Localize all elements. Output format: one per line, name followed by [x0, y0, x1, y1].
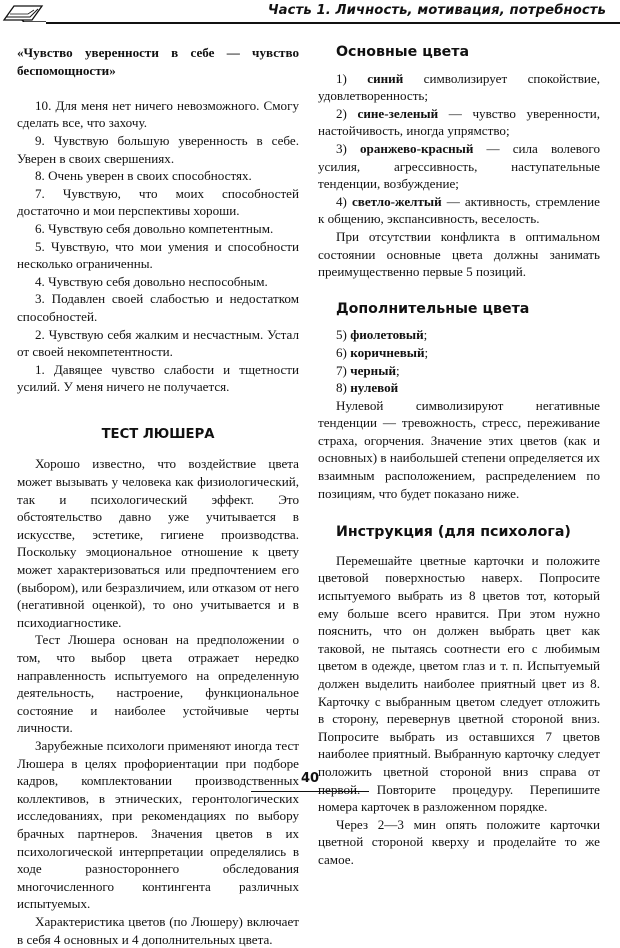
paragraph: Характеристика цветов (по Люшеру) включает в себя 4 основных и 4 дополнительных цвета. [17, 913, 299, 947]
paragraph: Хорошо известно, что воздействие цвета может вызывать у человека как физиологический, так и психологический эффект. Это обстоятельство давно уже учитывается в искусстве, эстетике, гигиене производства. Поскольку эмоциональное отношение к цвету может характеризоваться или предпочтением его (выбором), или безразличием, или отказом от него (негативной оценкой), то оно учитывается и в психодиагностике. [17, 456, 299, 630]
basic-colors-list [318, 70, 600, 228]
footer-rule [251, 791, 369, 792]
scale-item: 7. Чувствую, что моих способностей достаточно и мои перспективы хороши. [17, 185, 299, 219]
test-heading: ТЕСТ ЛЮШЕРА [101, 426, 215, 442]
scale-title: «Чувство уверенности в себе — чувство беспомощности» [17, 45, 299, 78]
header-rule [46, 22, 620, 24]
color-item: 4) светло-желтый — активность, стремление к общению, экспансивность, веселость. [318, 193, 600, 227]
scale-item: 6. Чувствую себя довольно компетентным. [35, 220, 274, 236]
basic-colors-heading: Основные цвета [336, 44, 470, 60]
basic-note: При отсутствии конфликта в оптимальном состоянии основные цвета должны занимать преимущественно первые 5 позиций. [318, 228, 600, 280]
scale-item: 9. Чувствую большую уверенность в себе. Уверен в своих свершениях. [17, 132, 299, 166]
scale-item: 10. Для меня нет ничего невозможного. Смогу сделать все, что захочу. [17, 97, 299, 131]
scale-item: 8. Очень уверен в своих способностях. [35, 168, 252, 184]
book-logo-icon [2, 0, 46, 22]
scale-items [17, 97, 299, 396]
instruction-heading: Инструкция (для психолога) [336, 524, 571, 541]
extra-colors-list [318, 326, 600, 396]
color-item: 2) сине-зеленый — чувство уверенности, настойчивость, иногда упрямство; [318, 105, 600, 139]
scale-item: 1. Давящее чувство слабости и тщетности усилий. У меня ничего не получается. [17, 361, 299, 395]
instruction-paragraph: Перемешайте цветные карточки и положите цветовой поверхностью наверх. Попросите испытуемого выбрать из 8 цветов тот, который ему больше всего нравится. При этом нужно пояснить, что он должен выбрать цвет как таковой, не пытаясь соотнести его с любимым цветом в одежде, цветом глаз и т. п. Испытуемый должен выделить наиболее приятный цвет из 8. Карточку с выбранным цветом следует отложить в сторону, перевернув цветной стороной вниз. Попросите выбрать из оставшихся 7 цветов наиболее приятный. Выбранную карточку следует положить цветной стороной вниз справа от первой. Повторите процедуру. Перепишите номера карточек в разложенном порядке. [318, 552, 600, 815]
extra-note: Нулевой символизируют негативные тенденции — тревожность, стресс, переживание страха, огорчения. Значение этих цветов (как и основных) в наибольшей степени определяется их взаимным расположением, распределением по позициям, что будет показано ниже. [318, 397, 600, 501]
paragraph: Тест Люшера основан на предположении о том, что выбор цвета отражает нередко направленность испытуемого на определенную деятельность, настроение, функциональное состояние и наиболее устойчивые черты личности. [17, 632, 299, 736]
right-column [318, 44, 600, 869]
scale-item: 3. Подавлен своей слабостью и недостатком способностей. [17, 291, 299, 324]
scale-item: 5. Чувствую, что мои умения и способности несколько ограниченны. [17, 238, 299, 272]
page-number: 40 [300, 771, 320, 786]
color-item: 3) оранжево-красный — сила волевого усилия, агрессивность, наступательные тенденции, возбуждение; [318, 140, 600, 192]
color-item: 5) фиолетовый; [336, 327, 428, 343]
running-header-title: Часть 1. Личность, мотивация, потребность [267, 3, 606, 18]
scale-item: 2. Чувствую себя жалким и несчастным. Устал от своей некомпетентности. [17, 326, 299, 360]
color-item: 7) черный; [336, 362, 400, 378]
color-item: 1) синий символизирует спокойствие, удовлетворенность; [318, 70, 600, 104]
page-header [0, 0, 620, 24]
color-item: 8) нулевой [336, 380, 399, 396]
extra-colors-heading: Дополнительные цвета [336, 300, 530, 317]
left-column [17, 44, 299, 948]
color-item: 6) коричневый; [336, 344, 429, 360]
instruction-paragraph: Через 2—3 мин опять положите карточки цветной стороной кверху и проделайте то же самое. [318, 816, 600, 867]
scale-item: 4. Чувствую себя довольно неспособным. [35, 273, 268, 289]
paragraph: Зарубежные психологи применяют иногда тест Люшера в целях профориентации при подборе кадров, комплектовании производственных коллективов, в этнических, геронтологических исследованиях, при рекомендациях по выбору брачных партнеров. Значения цветов в их психологической интерпретации определялись в ходе разностороннего обследования многочисленного контингента различных испытуемых. [17, 737, 299, 912]
